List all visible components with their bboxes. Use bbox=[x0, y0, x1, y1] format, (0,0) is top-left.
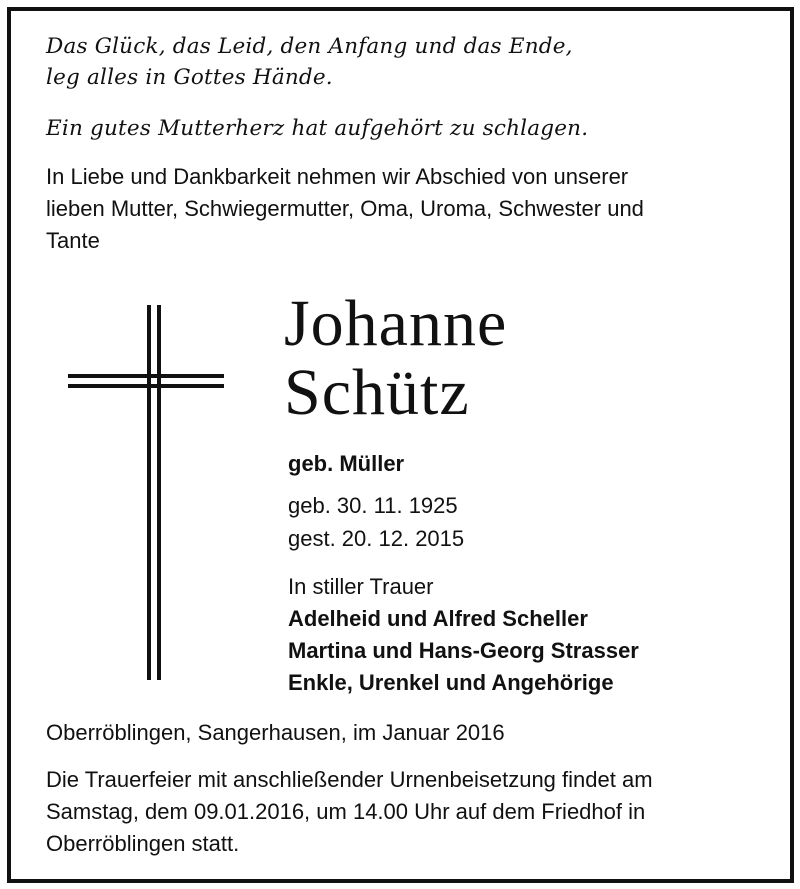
mourner-2: Martina und Hans-Georg Strasser bbox=[288, 638, 639, 663]
quote-line-1: Das Glück, das Leid, den Anfang und das Ende, bbox=[46, 34, 573, 59]
mourner-1: Adelheid und Alfred Scheller bbox=[288, 606, 588, 631]
quote-line-2: leg alles in Gottes Hände. bbox=[46, 65, 333, 90]
ceremony-line-1: Die Trauerfeier mit anschließender Urnenbeisetzung findet am bbox=[46, 767, 653, 792]
intro-line-1: In Liebe und Dankbarkeit nehmen wir Abschied von unserer bbox=[46, 164, 629, 189]
last-name: Schütz bbox=[284, 356, 470, 429]
intro-text bbox=[46, 161, 644, 257]
mourners bbox=[288, 571, 639, 699]
birth-date: geb. 30. 11. 1925 bbox=[288, 493, 458, 518]
first-name: Johanne bbox=[284, 287, 508, 360]
cross-icon bbox=[60, 305, 230, 680]
maiden-name: geb. Müller bbox=[288, 451, 405, 476]
deceased-name bbox=[284, 289, 507, 427]
ceremony-line-3: Oberröblingen statt. bbox=[46, 831, 240, 856]
quote bbox=[46, 31, 573, 93]
mourners-heading: In stiller Trauer bbox=[288, 574, 434, 599]
intro-line-3: Tante bbox=[46, 228, 100, 253]
ceremony-info bbox=[46, 764, 653, 860]
place-date: Oberröblingen, Sangerhausen, im Januar 2016 bbox=[46, 720, 505, 745]
mourner-3: Enkle, Urenkel und Angehörige bbox=[288, 670, 614, 695]
death-date: gest. 20. 12. 2015 bbox=[288, 526, 465, 551]
life-dates bbox=[288, 489, 464, 555]
intro-line-2: lieben Mutter, Schwiegermutter, Oma, Uroma, Schwester und bbox=[46, 196, 644, 221]
ceremony-line-2: Samstag, dem 09.01.2016, um 14.00 Uhr auf dem Friedhof in bbox=[46, 799, 646, 824]
tagline: Ein gutes Mutterherz hat aufgehört zu schlagen. bbox=[46, 116, 589, 141]
